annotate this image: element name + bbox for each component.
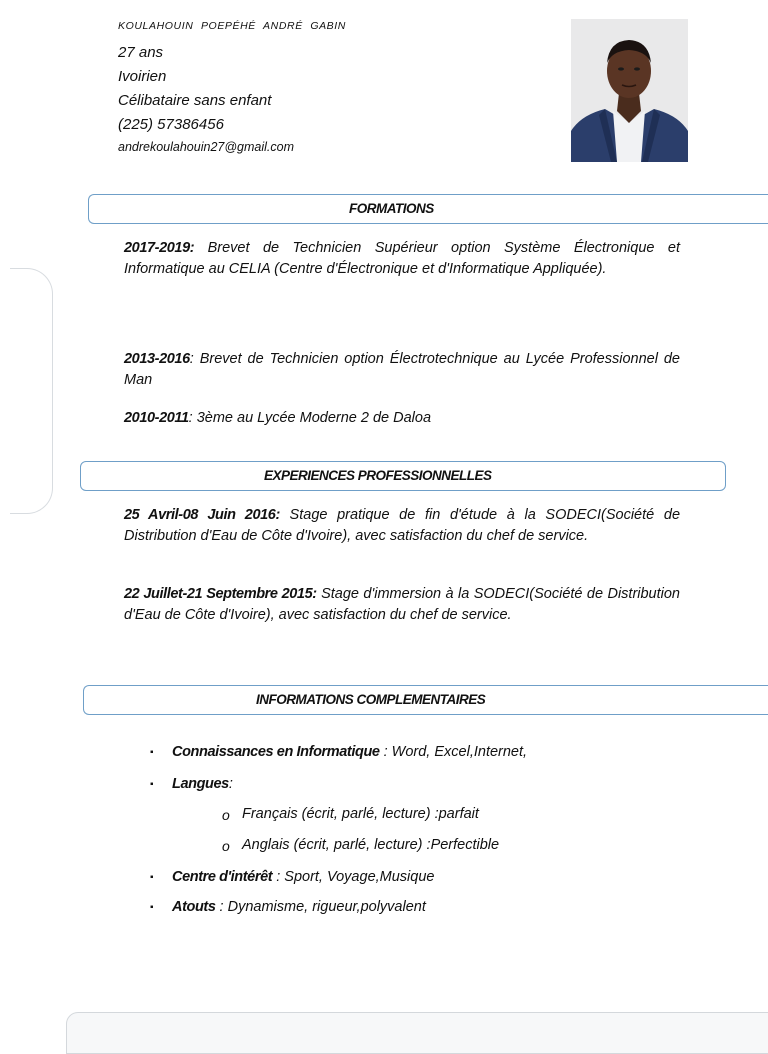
info-text: : Word, Excel,Internet, [379, 744, 528, 760]
section-header-formations [88, 194, 768, 224]
candidate-age: 27 ans [118, 44, 164, 61]
bullet-icon: ▪ [150, 872, 154, 883]
experience-item-1 [124, 505, 680, 547]
scan-artifact-panel [66, 1012, 768, 1054]
formation-period: 2013-2016 [124, 351, 190, 367]
info-label: Centre d'intérêt [172, 869, 273, 885]
formation-text: : Brevet de Technicien option Électrotechnique au Lycée Professionnel de Man [124, 351, 680, 388]
experience-text: Stage pratique de fin d'étude à la SODECI(Société de Distribution d'Eau de Côte d'Ivoire), avec satisfaction du chef de service. [124, 507, 681, 544]
info-text: : [228, 776, 233, 792]
experience-period: 22 Juillet-21 Septembre 2015: [124, 586, 317, 602]
section-title: FORMATIONS [349, 201, 434, 216]
formation-period: 2017-2019: [124, 240, 195, 256]
info-label: Atouts [172, 899, 216, 915]
info-text: : Sport, Voyage,Musique [272, 869, 435, 885]
section-title: INFORMATIONS COMPLEMENTAIRES [256, 692, 486, 707]
info-atouts [172, 899, 426, 915]
experience-period: 25 Avril-08 Juin 2016: [124, 507, 280, 523]
bullet-icon: ▪ [150, 779, 154, 790]
sub-bullet-icon: o [222, 807, 230, 823]
info-interet [172, 869, 434, 885]
sub-bullet-icon: o [222, 838, 230, 854]
portrait-illustration [571, 19, 688, 162]
candidate-phone: (225) 57386456 [118, 116, 224, 133]
formation-period: 2010-2011 [124, 410, 189, 426]
experience-text: Stage d'immersion à la SODECI(Société de Distribution d'Eau de Côte d'Ivoire), avec satisfaction du chef de service. [124, 586, 680, 623]
info-langues [172, 776, 233, 792]
bullet-icon: ▪ [150, 902, 154, 913]
langue-item-francais: Français (écrit, parlé, lecture) :parfait [242, 806, 479, 822]
formation-item-2 [124, 349, 680, 391]
candidate-email: andrekoulahouin27@gmail.com [118, 140, 294, 154]
info-text: : Dynamisme, rigueur,polyvalent [215, 899, 426, 915]
profile-photo [571, 19, 688, 162]
section-header-complementaires [83, 685, 768, 715]
section-header-experiences [80, 461, 726, 491]
formation-item-1 [124, 238, 680, 280]
bullet-icon: ▪ [150, 747, 154, 758]
langue-item-anglais: Anglais (écrit, parlé, lecture) :Perfectible [242, 837, 500, 853]
section-title: EXPERIENCES PROFESSIONNELLES [264, 468, 492, 483]
formation-item-3 [124, 408, 680, 429]
info-label: Connaissances en Informatique [172, 744, 380, 760]
info-informatique [172, 744, 527, 760]
candidate-nationality: Ivoirien [118, 68, 167, 85]
experience-item-2 [124, 584, 680, 626]
formation-text: : 3ème au Lycée Moderne 2 de Daloa [188, 410, 432, 426]
info-label: Langues [172, 776, 229, 792]
scan-artifact-bracket [10, 268, 53, 514]
candidate-status: Célibataire sans enfant [118, 92, 272, 109]
candidate-name: KOULAHOUIN POEPÉHÉ ANDRÉ GABIN [118, 20, 346, 32]
formation-text: Brevet de Technicien Supérieur option Système Électronique et Informatique au CELIA (Centre d'Électronique et d'Informatique Appliquée). [124, 240, 680, 277]
